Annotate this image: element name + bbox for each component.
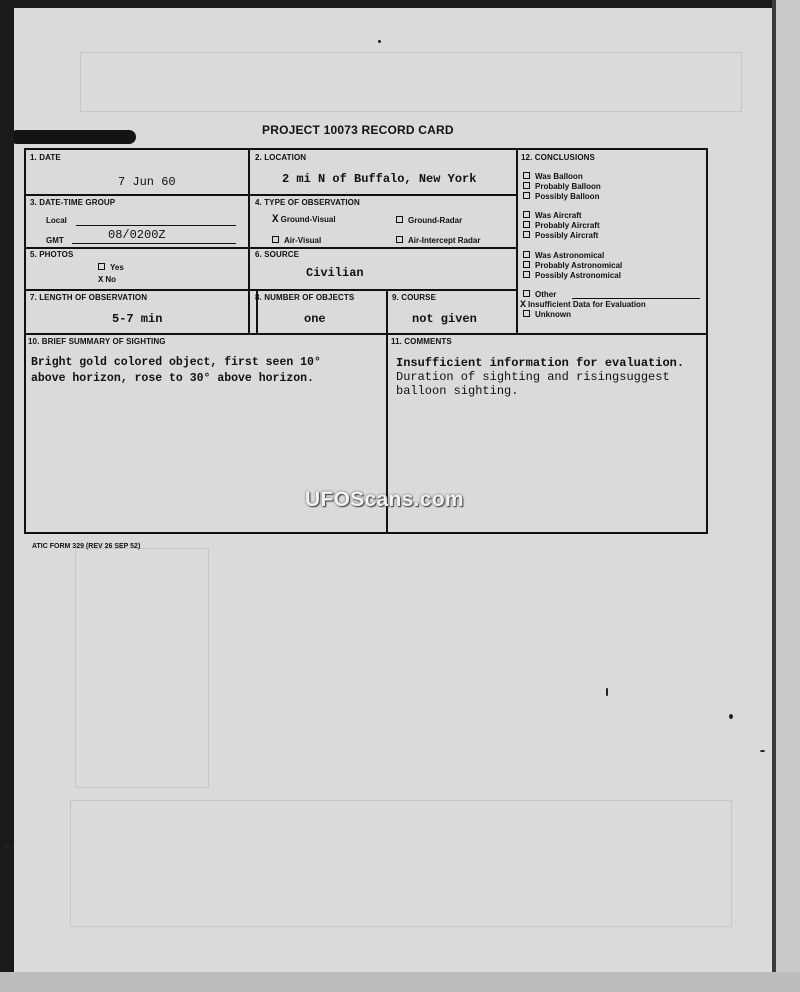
objects-value: one (304, 312, 326, 326)
dust-spot (729, 714, 733, 719)
conclusion-item: Unknown (523, 310, 571, 319)
checkbox-icon (98, 263, 105, 270)
bleed-through-box (70, 800, 732, 927)
comments-line: balloon sighting. (396, 384, 519, 398)
source-label: 6. SOURCE (255, 250, 300, 259)
form-identifier: ATIC FORM 329 (REV 26 SEP 52) (32, 543, 141, 550)
grid-line (26, 247, 516, 249)
source-value: Civilian (306, 266, 364, 280)
dust-spot (760, 750, 765, 752)
check-mark: X (272, 214, 279, 226)
checkbox-icon (523, 251, 530, 258)
checkbox-icon (396, 216, 403, 223)
ground-radar-option: Ground-Radar (396, 216, 462, 225)
checkbox-icon (523, 192, 530, 199)
checkbox-icon (523, 290, 530, 297)
dust-spot (2, 845, 10, 848)
bleed-through-box (80, 52, 742, 112)
photos-label: 5. PHOTOS (30, 250, 74, 259)
checkbox-icon (523, 261, 530, 268)
dust-spot (378, 40, 381, 43)
summary-line: Bright gold colored object, first seen 10° (31, 356, 321, 369)
conclusion-item: Probably Balloon (523, 182, 601, 191)
comments-line: Insufficient information for evaluation. (396, 356, 685, 370)
conclusion-item-checked: X Insufficient Data for Evaluation (520, 300, 646, 311)
gmt-value: 08/0200Z (108, 228, 166, 242)
grid-line (26, 194, 516, 196)
conclusion-item: Was Aircraft (523, 211, 582, 220)
air-intercept-radar-option: Air-Intercept Radar (396, 236, 480, 245)
local-time-label: Local (46, 216, 67, 225)
location-value: 2 mi N of Buffalo, New York (282, 172, 477, 186)
summary-label: 10. BRIEF SUMMARY OF SIGHTING (28, 337, 166, 346)
checkbox-icon (523, 231, 530, 238)
length-value: 5-7 min (112, 312, 163, 326)
scan-bottom-margin (0, 972, 800, 992)
conclusion-item: Was Astronomical (523, 251, 604, 260)
checkbox-icon (272, 236, 279, 243)
course-label: 9. COURSE (392, 293, 437, 302)
conclusion-item: Possibly Aircraft (523, 231, 598, 240)
redaction-mark (14, 130, 136, 144)
grid-line (26, 333, 706, 335)
watermark: UFOScans.com (305, 488, 464, 511)
checkbox-icon (523, 211, 530, 218)
conclusion-item: Was Balloon (523, 172, 583, 181)
checkbox-icon (523, 271, 530, 278)
bleed-through-box (75, 548, 209, 788)
checkbox-icon (396, 236, 403, 243)
grid-line (248, 150, 250, 333)
checkbox-icon (523, 182, 530, 189)
local-time-line (76, 225, 236, 226)
objects-label: 8. NUMBER OF OBJECTS (255, 293, 355, 302)
scan-margin (776, 0, 800, 992)
conclusion-item: Possibly Astronomical (523, 271, 621, 280)
datetime-group-label: 3. DATE-TIME GROUP (30, 198, 116, 207)
conclusions-label: 12. CONCLUSIONS (521, 153, 595, 162)
conclusion-item: Probably Astronomical (523, 261, 622, 270)
comments-line: Duration of sighting and risingsuggest (396, 370, 670, 384)
ground-visual-option: X Ground-Visual (272, 214, 336, 226)
record-card (24, 148, 708, 534)
date-value: 7 Jun 60 (118, 175, 176, 189)
check-mark: X (520, 300, 527, 311)
checkbox-icon (523, 310, 530, 317)
checkbox-icon (523, 221, 530, 228)
summary-line: above horizon, rose to 30° above horizon. (31, 372, 314, 385)
grid-line (26, 289, 516, 291)
other-line (572, 298, 700, 299)
air-visual-option: Air-Visual (272, 236, 321, 245)
card-title: PROJECT 10073 RECORD CARD (262, 123, 454, 137)
course-value: not given (412, 312, 477, 326)
photos-yes-option: Yes (98, 263, 124, 272)
location-label: 2. LOCATION (255, 153, 307, 162)
checkbox-icon (523, 172, 530, 179)
gmt-line (72, 243, 236, 244)
gmt-label: GMT (46, 236, 64, 245)
length-label: 7. LENGTH OF OBSERVATION (30, 293, 148, 302)
scan-edge (772, 0, 776, 992)
dust-spot (606, 688, 608, 696)
grid-line (516, 150, 518, 333)
observation-type-label: 4. TYPE OF OBSERVATION (255, 198, 360, 207)
conclusion-item: Probably Aircraft (523, 221, 600, 230)
conclusion-item-other: Other (523, 290, 556, 299)
date-label: 1. DATE (30, 153, 61, 162)
check-mark: X (98, 275, 104, 285)
conclusion-item: Possibly Balloon (523, 192, 599, 201)
photos-no-option: X No (98, 275, 117, 285)
comments-label: 11. COMMENTS (391, 337, 452, 346)
